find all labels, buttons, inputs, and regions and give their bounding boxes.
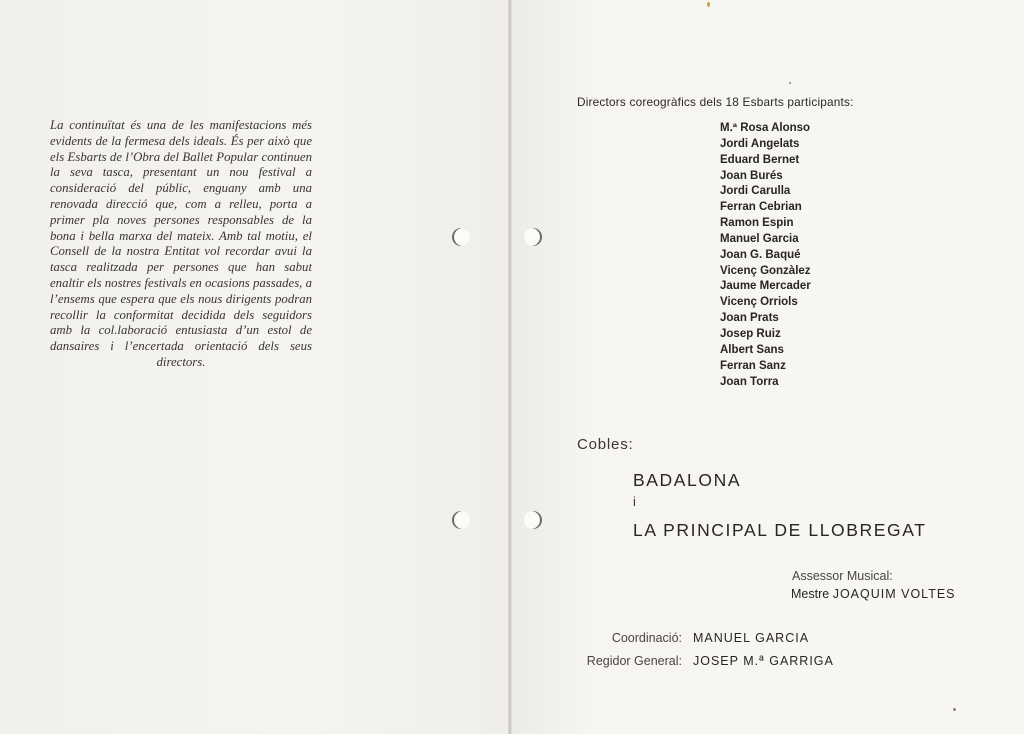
directors-heading: Directors coreogràfics dels 18 Esbarts participants: [577, 95, 854, 109]
band-connector: i [633, 494, 636, 509]
assessor-name [791, 587, 956, 601]
assessor-title: Mestre [791, 587, 830, 601]
center-fold [508, 0, 512, 734]
director-name: Vicenç Orriols [720, 296, 798, 309]
director-name: Joan G. Baqué [720, 248, 801, 261]
regidor-label: Regidor General: [586, 654, 682, 668]
punch-hole-left-bottom [452, 511, 470, 529]
director-name: Manuel Garcia [720, 232, 799, 245]
punch-hole-right-bottom [524, 511, 542, 529]
director-name: Eduard Bernet [720, 153, 800, 166]
assessor-label: Assessor Musical: [792, 569, 893, 583]
director-name: Jaume Mercader [720, 280, 811, 293]
director-name: Vicenç Gonzàlez [720, 264, 811, 277]
director-name: Ramon Espin [720, 217, 794, 230]
director-name: Albert Sans [720, 343, 784, 356]
band-badalona: BADALONA [633, 470, 742, 490]
director-name: Josep Ruiz [720, 327, 781, 340]
director-name: Jordi Angelats [720, 137, 800, 150]
director-name: Joan Burés [720, 169, 783, 182]
paper-speck [789, 82, 791, 84]
coordinacio-value: MANUEL GARCIA [693, 631, 810, 645]
punch-hole-left-top [452, 228, 470, 246]
assessor-person: JOAQUIM VOLTES [832, 587, 956, 601]
director-name: Ferran Cebrian [720, 201, 802, 214]
director-name: Ferran Sanz [720, 359, 786, 372]
ink-mark [707, 2, 710, 7]
director-name: M.ª Rosa Alonso [720, 122, 811, 134]
director-name: Joan Torra [720, 375, 779, 388]
regidor-value: JOSEP M.ª GARRIGA [693, 654, 834, 668]
paper-speck [953, 708, 956, 711]
director-name: Joan Prats [720, 312, 779, 325]
band-la-principal: LA PRINCIPAL DE LLOBREGAT [633, 520, 927, 540]
left-page [0, 0, 510, 734]
punch-hole-right-top [524, 228, 542, 246]
cobles-label: Cobles: [577, 436, 634, 453]
directors-list [720, 121, 811, 390]
coordinacio-label: Coordinació: [611, 631, 682, 645]
intro-paragraph: La continuïtat és una de les manifestacions més evidents de la fermesa dels ideals. És per això que els Esbarts de l’Obra del Ballet Popular continuen la seva tasca, presentant un nou festival a consideració del públic, enguany amb una renovada direcció que, com a relleu, porta a primer pla noves persones responsables de la bona i bella marxa del mateix. Amb tal motiu, el Consell de la nostra Entitat vol recordar avui la tasca realitzada per persones que han sabut enaltir els nostres festivals en ocasions passades, a l’ensems que espera que els nous dirigents podran recollir la conformitat decidida dels seguidors amb la col.laboració entusiasta d’un estol de dansaires i l’encertada orientació dels seus directors. [50, 118, 312, 369]
director-name: Jordi Carulla [720, 185, 791, 198]
